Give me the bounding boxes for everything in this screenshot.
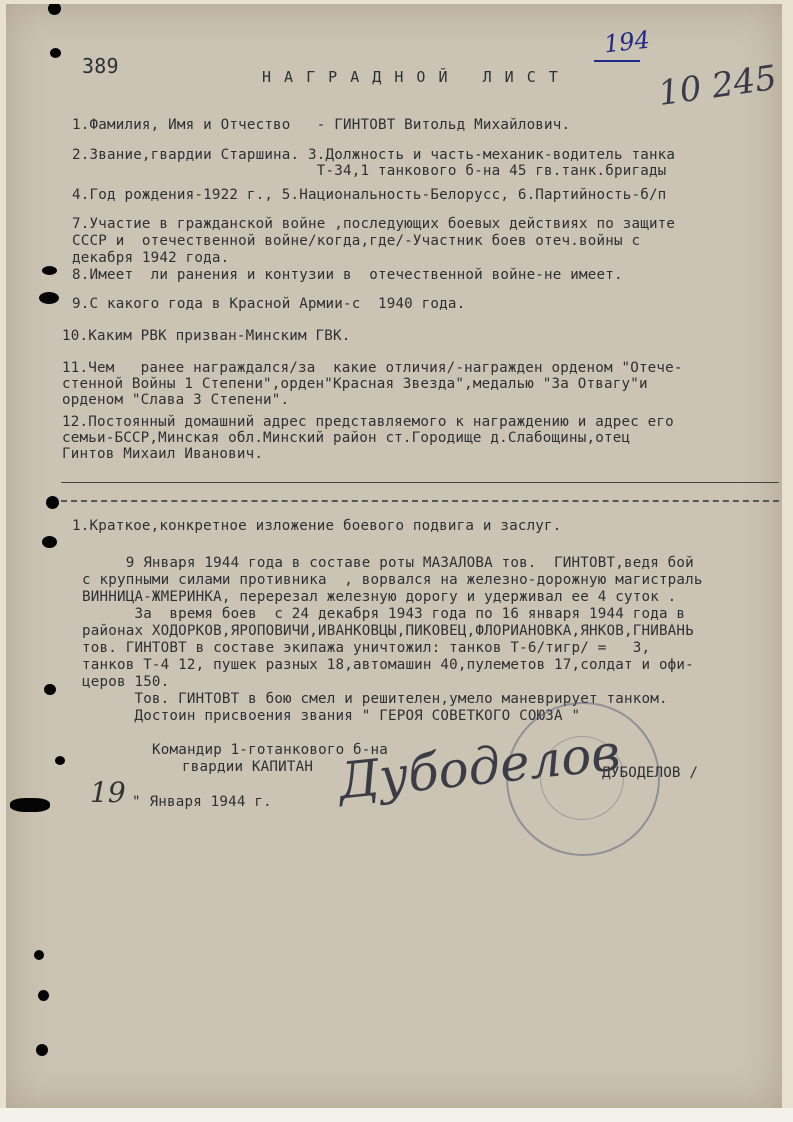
punch-hole	[42, 266, 57, 275]
punch-hole	[44, 684, 56, 695]
punch-hole	[39, 292, 59, 304]
separator-line	[61, 482, 779, 483]
field-conscription: 10.Каким РВК призван-Минским ГВК.	[62, 328, 351, 344]
date-day: 19	[90, 776, 126, 809]
field-war-participation-3: декабря 1942 года.	[72, 250, 230, 266]
field-wounds: 8.Имеет ли ранения и контузии в отечественной войне-не имеет.	[72, 267, 623, 283]
punch-hole	[50, 48, 61, 58]
field-war-participation: 7.Участие в гражданской войне ,последующих боевых действиях по защите	[72, 216, 676, 232]
field-address: 12.Постоянный домашний адрес представляемого к награждению и адрес его	[62, 414, 674, 430]
field-position-cont: Т-34,1 танкового б-на 45 гв.танк.бригады	[72, 163, 667, 179]
narrative-line: ВИННИЦА-ЖМЕРИНКА, перерезал железную дорогу и удерживал ее 4 суток .	[82, 589, 677, 605]
narrative-line: Тов. ГИНТОВТ в бою смел и решителен,умело маневрирует танком.	[82, 691, 668, 707]
commander-rank: гвардии КАПИТАН	[182, 759, 314, 775]
narrative-line: с крупными силами противника , ворвался на железно-дорожную магистраль	[82, 572, 703, 588]
field-address-3: Гинтов Михаил Иванович.	[62, 446, 264, 462]
archive-number-top: 194	[602, 25, 652, 59]
section-heading: 1.Краткое,конкретное изложение боевого подвига и заслуг.	[72, 518, 562, 534]
commander-title: Командир 1-готанкового б-на	[152, 742, 389, 758]
sheet-number: 389	[82, 54, 119, 78]
field-awards: 11.Чем ранее награждался/за какие отличия/-награжден орденом "Отече-	[62, 360, 683, 376]
document-sheet	[6, 4, 782, 1108]
narrative-line: тов. ГИНТОВТ в составе экипажа уничтожил: танков Т-6/тигр/ = 3,	[82, 640, 651, 656]
separator-dashed	[61, 500, 779, 502]
field-rank-position: 2.Звание,гвардии Старшина. 3.Должность и часть-механик-водитель танка	[72, 147, 676, 163]
archive-number-right: 10 245	[655, 57, 780, 115]
document-title: Н А Г Р А Д Н О Й Л И С Т	[262, 68, 560, 86]
narrative-line: танков Т-4 12, пушек разных 18,автомашин 40,пулеметов 17,солдат и офи-	[82, 657, 694, 673]
narrative-line: 9 Января 1944 года в составе роты МАЗАЛОВА тов. ГИНТОВТ,ведя бой	[82, 555, 694, 571]
narrative-line: За время боев с 24 декабря 1943 года по 16 января 1944 года в	[82, 606, 686, 622]
field-full-name: 1.Фамилия, Имя и Отчество - ГИНТОВТ Витольд Михайлович.	[72, 117, 571, 133]
handwritten-signature: Дубоделов	[335, 723, 623, 811]
field-army-since: 9.С какого года в Красной Армии-с 1940 года.	[72, 296, 466, 312]
narrative-line: районах ХОДОРКОВ,ЯРОПОВИЧИ,ИВАНКОВЦЫ,ПИКОВЕЦ,ФЛОРИАНОВКА,ЯНКОВ,ГНИВАНЬ	[82, 623, 694, 639]
narrative-line: Достоин присвоения звания " ГЕРОЯ СОВЕТКОГО СОЮЗА "	[82, 708, 581, 724]
punch-hole	[34, 950, 44, 960]
narrative-line: церов 150.	[82, 674, 170, 690]
punch-hole	[46, 496, 59, 509]
date-rest: " Января 1944 г.	[132, 794, 272, 810]
commander-name: ДУБОДЕЛОВ /	[602, 765, 699, 781]
field-awards-2: стенной Войны 1 Степени",орден"Красная Звезда",медалью "За Отвагу"и	[62, 376, 648, 392]
punch-hole	[48, 4, 61, 15]
field-birth-nationality: 4.Год рождения-1922 г., 5.Национальность-Белорусс, 6.Партийность-б/п	[72, 187, 667, 203]
punch-hole	[36, 1044, 48, 1056]
field-address-2: семьи-БССР,Минская обл.Минский район ст.Городище д.Слабощины,отец	[62, 430, 631, 446]
punch-hole	[10, 798, 50, 812]
page-bottom-margin	[0, 1108, 793, 1122]
field-awards-3: орденом "Слава 3 Степени".	[62, 392, 290, 408]
punch-hole	[42, 536, 57, 548]
punch-hole	[38, 990, 49, 1001]
field-war-participation-2: СССР и отечественной войне/когда,где/-Участник боев отеч.войны с	[72, 233, 641, 249]
archive-number-underline	[594, 60, 640, 62]
punch-hole	[55, 756, 65, 765]
